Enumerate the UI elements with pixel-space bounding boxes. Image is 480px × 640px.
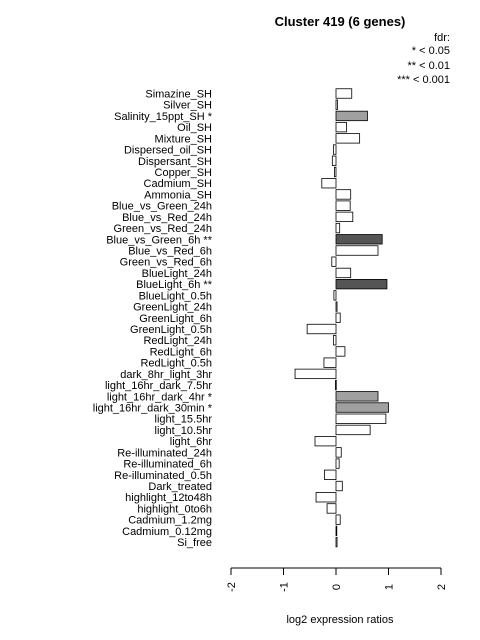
bar [336,448,341,458]
bar [336,302,337,312]
category-label: Cadmium_SH [143,178,212,191]
legend [397,32,450,86]
category-label: Green_vs_Red_24h [113,223,212,236]
x-tick-label: -1 [278,582,291,592]
bar [324,358,336,368]
category-label: RedLight_24h [143,335,212,348]
bar [336,134,360,144]
bar [336,268,351,278]
category-label: light_16hr_dark_30min * [92,402,212,415]
category-label: highlight_0to6h [137,503,212,516]
bar [322,178,336,188]
bar [336,414,386,424]
x-tick-label: -2 [226,582,238,592]
category-label: light_16hr_dark_7.5hr [104,380,212,393]
bar [336,515,340,525]
category-label: GreenLight_24h [133,301,212,314]
category-label: Dark_treated [148,481,212,494]
category-label: Blue_vs_Green_24h [111,200,212,213]
bar [336,526,337,536]
bar [335,380,336,390]
bar [336,223,340,233]
legend-entry-fdr-001: ** < 0.01 [407,60,450,72]
category-label: Blue_vs_Red_24h [122,211,212,224]
bars-group [295,89,388,547]
bar [332,257,336,267]
category-label: Si_free [177,537,212,550]
category-label: Blue_vs_Red_6h [128,245,212,258]
category-label: BlueLight_6h ** [136,279,212,292]
category-label: light_6hr [169,436,212,449]
bar [307,324,336,334]
legend-entry-fdr-005: * < 0.05 [411,45,450,57]
bar [336,89,352,99]
bar [327,504,336,514]
category-label: BlueLight_24h [141,267,212,280]
bar [295,369,336,379]
bar [336,425,370,435]
category-label: Re-illuminated_6h [123,458,212,471]
category-label: highlight_12to48h [125,492,212,505]
bar [324,470,336,480]
category-label: Simazine_SH [145,88,212,101]
category-label: Cadmium_1.2mg [128,514,212,527]
category-label: RedLight_6h [149,346,212,359]
x-tick-label: 2 [436,583,448,591]
bar [336,111,368,121]
x-axis [226,568,448,592]
bar [333,335,336,345]
category-label: GreenLight_0.5h [130,324,212,337]
category-label: light_16hr_dark_4hr * [106,391,212,404]
category-label: Salinity_15ppt_SH * [114,110,212,123]
category-label: RedLight_0.5h [140,357,212,370]
bar [336,347,345,357]
category-labels-group [93,89,213,550]
bar [332,156,336,166]
category-label: Copper_SH [154,167,212,179]
bar [316,492,336,502]
x-tick-label: 0 [331,583,343,591]
chart-title: Cluster 419 (6 genes) [274,14,406,29]
bar [336,201,350,211]
legend-title: fdr: [434,32,450,44]
category-label: Dispersed_oil_SH [123,144,212,157]
category-label: Silver_SH [163,99,212,112]
category-label: Green_vs_Red_6h [119,256,212,269]
bar [336,122,347,132]
category-label: light_10.5hr [154,424,212,437]
category-label: Blue_vs_Green_6h ** [106,234,212,247]
category-label: Dispersant_SH [138,155,212,168]
bar [336,481,342,491]
bar [315,436,336,446]
bar [334,167,336,177]
category-label: Ammonia_SH [144,189,212,202]
bar [336,100,338,110]
bar [336,392,378,402]
bar [336,190,351,200]
bar [336,246,378,256]
category-label: GreenLight_6h [139,312,212,325]
category-label: Re-illuminated_0.5h [114,469,212,482]
bar [336,279,387,289]
category-label: BlueLight_0.5h [138,290,212,303]
bar [336,459,339,469]
bar [334,291,336,301]
category-label: Cadmium_0.12mg [122,525,212,538]
x-axis-title: log2 expression ratios [286,614,394,626]
bar [336,313,340,323]
bar [336,403,389,413]
bar [336,235,382,245]
bar [336,212,353,222]
bar [333,145,336,155]
category-label: Mixture_SH [154,133,212,146]
x-tick-label: 1 [383,583,396,591]
legend-entry-fdr-0001: *** < 0.001 [397,74,450,86]
category-label: Re-illuminated_24h [117,447,212,460]
category-label: light_15.5hr [154,413,212,426]
category-label: dark_8hr_light_3hr [120,368,212,381]
category-label: Oil_SH [177,122,212,135]
bar [336,537,337,547]
